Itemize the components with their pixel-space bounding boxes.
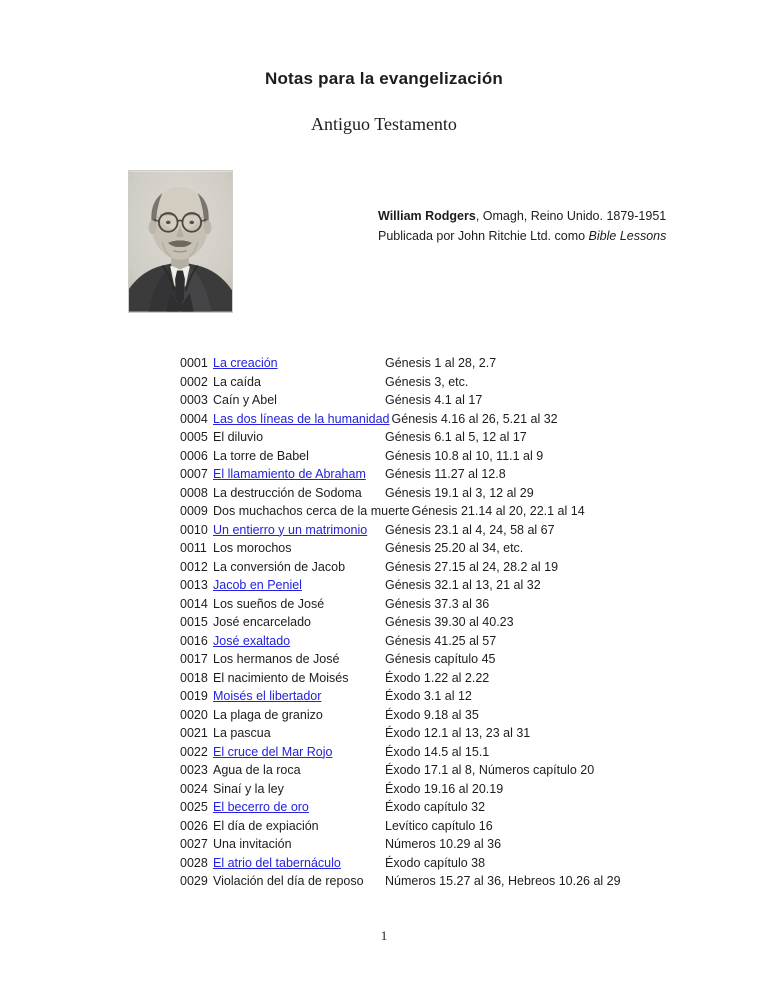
- lesson-number: 0019: [180, 689, 208, 703]
- lesson-row: [180, 872, 621, 891]
- lesson-reference: Génesis 39.30 al 40.23: [385, 615, 514, 629]
- lesson-reference: Éxodo 1.22 al 2.22: [385, 670, 490, 685]
- author-photo: [128, 170, 233, 313]
- lesson-reference: Levítico capítulo 16: [385, 818, 493, 833]
- lesson-title: La pascua: [213, 726, 271, 740]
- publication-title: Bible Lessons: [588, 229, 667, 243]
- lesson-number: 0023: [180, 763, 208, 777]
- lesson-row: [180, 558, 621, 577]
- lesson-title: Agua de la roca: [213, 763, 301, 777]
- lesson-row: [180, 539, 621, 558]
- lesson-link[interactable]: El llamamiento de Abraham: [213, 467, 366, 481]
- lesson-row: [180, 798, 621, 817]
- lesson-number: 0016: [180, 633, 208, 648]
- lesson-reference: Éxodo 19.16 al 20.19: [385, 781, 504, 796]
- lesson-row: [180, 743, 621, 762]
- lesson-reference: Génesis 27.15 al 24, 28.2 al 19: [385, 559, 559, 574]
- lesson-number: 0024: [180, 781, 208, 796]
- lesson-title: El diluvio: [213, 430, 264, 444]
- lesson-number: 0028: [180, 855, 208, 870]
- lesson-row: [180, 595, 621, 614]
- lesson-number: 0013: [180, 578, 208, 592]
- publisher-text: Publicada por John Ritchie Ltd. como: [378, 229, 589, 243]
- lesson-link[interactable]: El becerro de oro: [213, 800, 309, 814]
- lesson-link[interactable]: La creación: [213, 356, 278, 370]
- lesson-number: 0022: [180, 744, 208, 759]
- lesson-reference: Génesis 6.1 al 5, 12 al 17: [385, 430, 527, 444]
- lesson-row: [180, 835, 621, 854]
- lesson-title: Violación del día de reposo: [213, 874, 364, 888]
- lesson-row: [180, 428, 621, 447]
- lesson-reference: Números 10.29 al 36: [385, 837, 502, 851]
- lesson-title: El día de expiación: [213, 818, 319, 833]
- lesson-reference: Éxodo 3.1 al 12: [385, 689, 472, 703]
- lesson-title: Los sueños de José: [213, 596, 325, 611]
- lesson-title: La conversión de Jacob: [213, 559, 346, 574]
- lesson-reference: Génesis 1 al 28, 2.7: [385, 356, 497, 370]
- lesson-reference: Números 15.27 al 36, Hebreos 10.26 al 29: [385, 874, 621, 888]
- lesson-title: Los hermanos de José: [213, 652, 340, 666]
- lesson-number: 0007: [180, 467, 208, 481]
- lesson-reference: Génesis 3, etc.: [385, 374, 469, 389]
- page-number: 1: [380, 928, 388, 943]
- author-line-1: [378, 206, 666, 226]
- lesson-link[interactable]: El atrio del tabernáculo: [213, 855, 341, 870]
- lesson-row: [180, 761, 621, 780]
- lesson-number: 0004: [180, 411, 208, 426]
- lesson-number: 0029: [180, 874, 208, 888]
- lesson-link[interactable]: Las dos líneas de la humanidad: [213, 411, 390, 426]
- lesson-number: 0018: [180, 670, 208, 685]
- lesson-reference: Génesis 11.27 al 12.8: [385, 467, 506, 481]
- lesson-title: Una invitación: [213, 837, 292, 851]
- lesson-row: [180, 687, 621, 706]
- lessons-list: [180, 354, 621, 891]
- lesson-row: [180, 410, 621, 429]
- lesson-row: [180, 354, 621, 373]
- lesson-title: Caín y Abel: [213, 393, 277, 407]
- lesson-title: La caída: [213, 374, 261, 389]
- author-name: William Rodgers: [378, 209, 476, 223]
- lesson-title: El nacimiento de Moisés: [213, 670, 349, 685]
- page-title: Notas para la evangelización: [264, 69, 504, 88]
- lesson-number: 0014: [180, 596, 208, 611]
- lesson-reference: Génesis capítulo 45: [385, 652, 496, 666]
- lesson-reference: Génesis 32.1 al 13, 21 al 32: [385, 578, 541, 592]
- lesson-number: 0012: [180, 559, 208, 574]
- portrait-image: [129, 171, 232, 312]
- lesson-row: [180, 706, 621, 725]
- lesson-row: [180, 780, 621, 799]
- lesson-number: 0002: [180, 374, 208, 389]
- lesson-row: [180, 650, 621, 669]
- lesson-reference: Éxodo capítulo 38: [385, 855, 486, 870]
- lesson-row: [180, 373, 621, 392]
- lesson-title: La torre de Babel: [213, 448, 309, 463]
- lesson-row: [180, 817, 621, 836]
- lesson-title: Los morochos: [213, 541, 292, 555]
- lesson-number: 0001: [180, 356, 208, 370]
- lesson-title: La plaga de granizo: [213, 707, 323, 722]
- lesson-link[interactable]: Moisés el libertador: [213, 689, 322, 703]
- lesson-row: [180, 502, 621, 521]
- lesson-number: 0011: [180, 541, 207, 555]
- lesson-reference: Éxodo capítulo 32: [385, 800, 486, 814]
- lesson-number: 0017: [180, 652, 208, 666]
- lesson-reference: Génesis 37.3 al 36: [385, 596, 490, 611]
- lesson-number: 0008: [180, 485, 208, 500]
- lesson-number: 0027: [180, 837, 208, 851]
- lesson-number: 0005: [180, 430, 208, 444]
- lesson-reference: Éxodo 17.1 al 8, Números capítulo 20: [385, 763, 595, 777]
- lesson-row: [180, 465, 621, 484]
- lesson-number: 0003: [180, 393, 208, 407]
- lesson-row: [180, 854, 621, 873]
- lesson-row: [180, 391, 621, 410]
- lesson-link[interactable]: Jacob en Peniel: [213, 578, 302, 592]
- lesson-number: 0006: [180, 448, 208, 463]
- lesson-reference: Génesis 41.25 al 57: [385, 633, 497, 648]
- lesson-row: [180, 632, 621, 651]
- lesson-number: 0020: [180, 707, 208, 722]
- lesson-reference: Génesis 21.14 al 20, 22.1 al 14: [411, 504, 585, 518]
- lesson-reference: Éxodo 9.18 al 35: [385, 707, 479, 722]
- lesson-row: [180, 521, 621, 540]
- lesson-title: Dos muchachos cerca de la muerte: [213, 504, 410, 518]
- lesson-reference: Génesis 4.16 al 26, 5.21 al 32: [391, 411, 558, 426]
- lesson-row: [180, 447, 621, 466]
- lesson-number: 0010: [180, 522, 208, 537]
- lesson-number: 0025: [180, 800, 208, 814]
- lesson-number: 0026: [180, 818, 208, 833]
- author-line-2: [378, 226, 666, 246]
- lesson-reference: Génesis 25.20 al 34, etc.: [385, 541, 524, 555]
- lesson-reference: Génesis 23.1 al 4, 24, 58 al 67: [385, 522, 555, 537]
- page-subtitle: Antiguo Testamento: [311, 114, 457, 134]
- lesson-reference: Génesis 10.8 al 10, 11.1 al 9: [385, 448, 544, 463]
- lesson-link[interactable]: El cruce del Mar Rojo: [213, 744, 333, 759]
- lesson-number: 0009: [180, 504, 208, 518]
- lesson-title: José encarcelado: [213, 615, 311, 629]
- lesson-row: [180, 613, 621, 632]
- lesson-number: 0015: [180, 615, 208, 629]
- lesson-row: [180, 669, 621, 688]
- lesson-reference: Génesis 4.1 al 17: [385, 393, 483, 407]
- lesson-link[interactable]: Un entierro y un matrimonio: [213, 522, 368, 537]
- lesson-row: [180, 484, 621, 503]
- lesson-title: Sinaí y la ley: [213, 781, 284, 796]
- lesson-reference: Éxodo 12.1 al 13, 23 al 31: [385, 726, 531, 740]
- lesson-number: 0021: [180, 726, 208, 740]
- lesson-link[interactable]: José exaltado: [213, 633, 291, 648]
- lesson-reference: Génesis 19.1 al 3, 12 al 29: [385, 485, 534, 500]
- author-details: , Omagh, Reino Unido. 1879-1951: [475, 209, 667, 223]
- lesson-row: [180, 724, 621, 743]
- lesson-row: [180, 576, 621, 595]
- lesson-title: La destrucción de Sodoma: [213, 485, 362, 500]
- lesson-reference: Éxodo 14.5 al 15.1: [385, 744, 490, 759]
- author-info: [378, 206, 666, 246]
